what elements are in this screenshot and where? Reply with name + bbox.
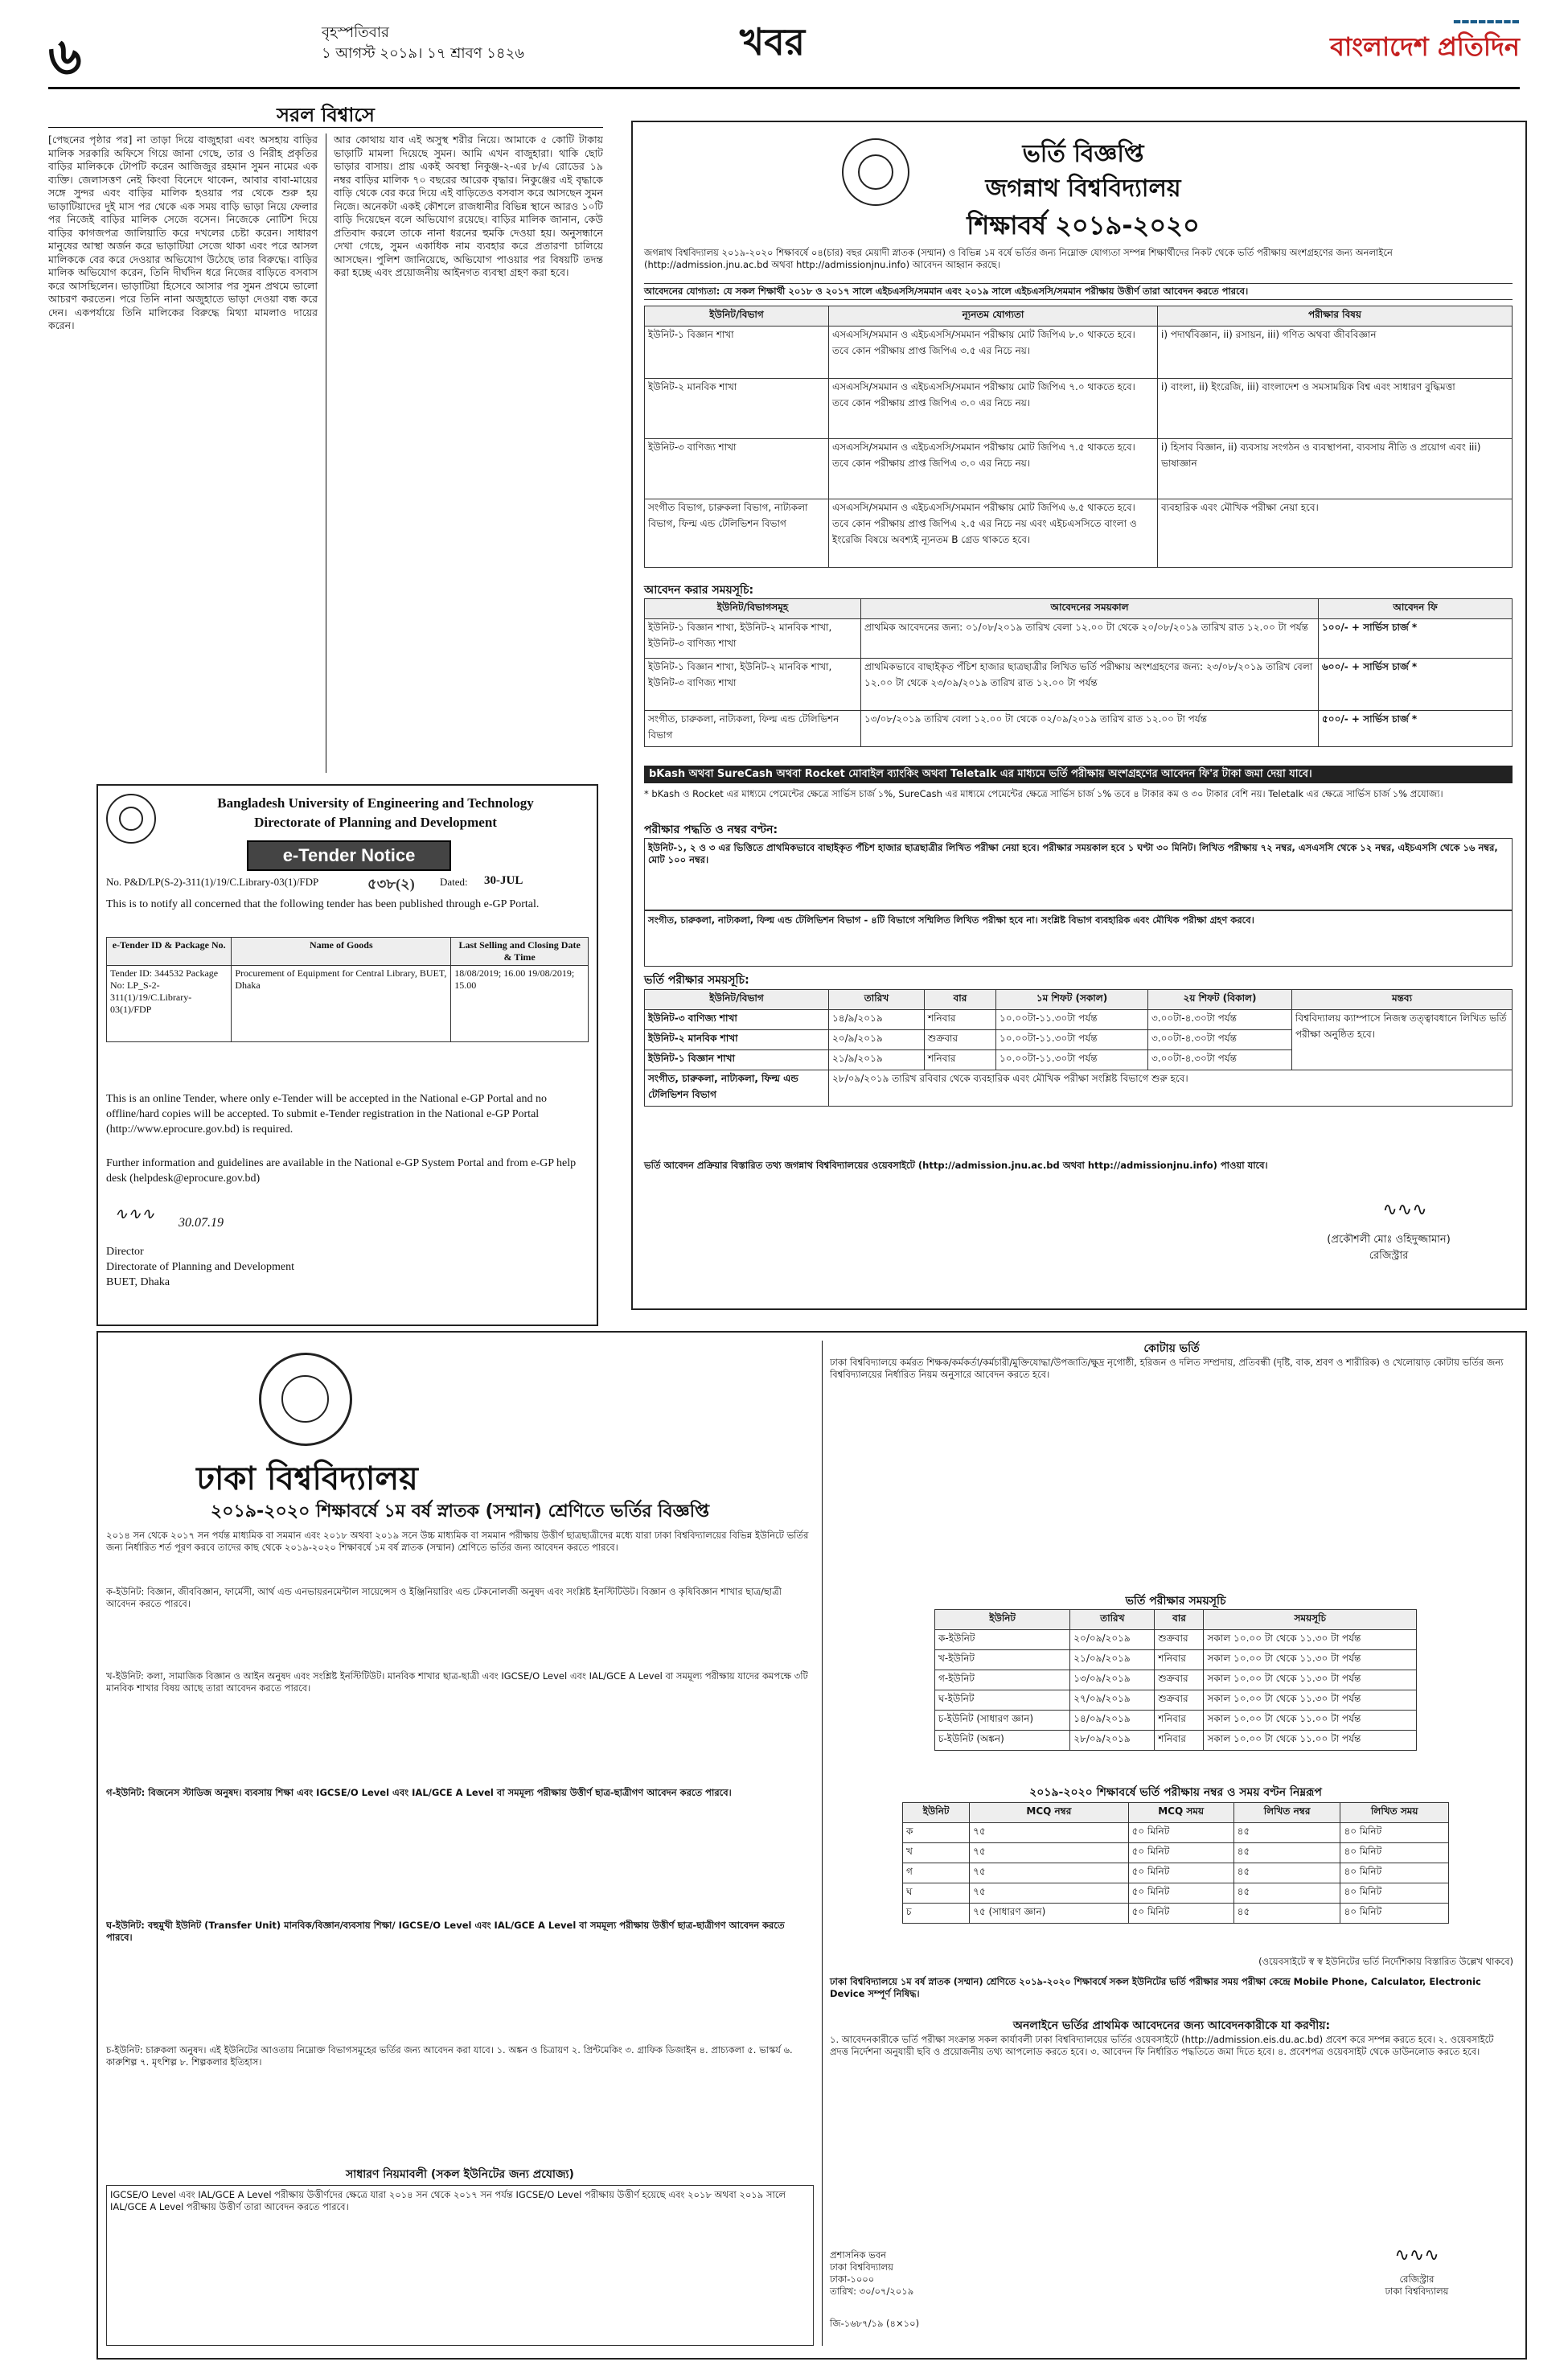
tender-note-guidelines: Further information and guidelines are available in the National e-GP System Portal and from e-GP help desk (helpdesk@eprocure.gov.bd) <box>106 1157 577 1185</box>
table-row <box>645 619 1513 659</box>
table-row <box>645 1070 1513 1107</box>
jnu-schedule-fee: ৫০০/- + সার্ভিস চার্জ * <box>1319 711 1513 747</box>
du-seal-icon <box>259 1353 352 1446</box>
jnu-exam-unit: ইউনিট-১ বিজ্ঞান শাখা <box>645 1050 829 1070</box>
jnu-exam-unit: সংগীত, চারুকলা, নাট্যকলা, ফিল্ম এন্ড টেলিভিশন বিভাগ <box>645 1070 829 1107</box>
du-marks-mcq: ৭৫ (সাধারণ জ্ঞান) <box>970 1904 1129 1924</box>
du-marks-mcq-time: ৫০ মিনিট <box>1128 1823 1233 1843</box>
jnu-exam-shift2: ৩.০০টা-৪.৩০টা পর্যন্ত <box>1148 1030 1292 1050</box>
du-schedule-time: সকাল ১০.০০ টা থেকে ১১.০০ টা পর্যন্ত <box>1204 1711 1417 1731</box>
jnu-subject-cell: i) পদার্থবিজ্ঞান, ii) রসায়ন, iii) গণিত অথবা জীববিজ্ঞান <box>1158 327 1513 379</box>
tender-table <box>106 937 589 1042</box>
jnu-unit-table-header <box>645 306 1513 327</box>
du-sign-block <box>830 2249 1071 2298</box>
jnu-exam-header-date: তারিখ <box>829 990 925 1010</box>
jnu-schedule-period: প্রাথমিকভাবে বাছাইকৃত পঁচিশ হাজার ছাত্রছাত্রীর লিখিত ভর্তি পরীক্ষায় অংশগ্রহণের জন্য: ২৩/০৮/২০১৯ তারিখ বেলা ১২.০০ টা থেকে ২৩/০৯/২০১৯ তারিখ রাত ১২.০০ টা পর্যন্ত <box>861 659 1319 711</box>
story-column-1: [পেছনের পৃষ্ঠার পর] না তাড়া দিয়ে বাজুহারা এবং অসহায় বাড়ির মালিক সরকারি অফিসে গিয়ে জানা গেছে, তার ও নিরীহ প্রকৃতির বাড়ির মালিককে টোপটি করেন আজিজুর রহমান সুমন নামের এক ব্যক্তি। জেলাসত্তণ নেই কিংবা বিনেদে থাকেন, আবার বাবা-মায়ের সঙ্গে সুন্দর এবং বাড়ির মালিক হওয়ার পর থেকে শুরু হয় ভাড়াটিয়াদের দুই মাস পর থেকে এক সময় বাড়ি ভাড়া নিয়ে ফেলার পর নিজেই বাড়ির মালিক সেজে বসেন। নিজেকে নোটিশ দিয়ে বাড়ির কাগজপত্র জালিয়াতি করে দখলের চেষ্টা করেন। সাধারণ মানুষের আস্থা অর্জন করে ভাড়াটিয়া সেজে থাকা এবং পরে আসল মালিককে বের করে দেওয়ার অভিযোগ উঠেছে তার বিরুদ্ধে। বাড়ির মালিক অভিযোগ করেন, তিনি দীর্ঘদিন ধরে নিজের বাড়িতে বসবাস করে আসছিলেন। ভাড়াটিয়া হিসেবে আসার পর সুমন প্রথমে ভালো আচরণ করতেন। পরে তিনি নানা অজুহাতে ভাড়া দেওয়া বন্ধ করে দেন। একপর্যায়ে তিনি মালিকের বিরুদ্ধে মিথ্যা মামলাও দায়ের করেন। <box>48 133 318 331</box>
jnu-subject-header: পরীক্ষার বিষয় <box>1158 306 1513 327</box>
jnu-schedule-header <box>645 599 1513 619</box>
du-marks-written: ৪৫ <box>1233 1823 1340 1843</box>
buet-dept-name: Directorate of Planning and Development <box>254 815 497 830</box>
du-online-steps: ১. আবেদনকারীকে ভর্তি পরীক্ষা সংক্রান্ত সকল কার্যাবলী ঢাকা বিশ্ববিদ্যালয়ের ভর্তির ওয়েবসাইটে (http://admission.eis.du.ac.bd) প্রবেশ করে সম্পন্ন করতে হবে। ২. ওয়েবসাইটে প্রদত্ত নির্দেশনা অনুযায়ী ছবি ও প্রয়োজনীয় তথ্য আপলোড করতে হবে। ৩. আবেদন ফি নির্ধারিত পদ্ধতিতে জমা দিতে হবে। ৪. প্রবেশপত্র ওয়েবসাইট থেকে ডাউনলোড করতে হবে। <box>830 2034 1494 2057</box>
jnu-unit-cell: ইউনিট-২ মানবিক শাখা <box>645 379 829 439</box>
tender-sign-dept: Directorate of Planning and Development <box>106 1261 295 1273</box>
buet-seal-icon <box>106 794 156 844</box>
du-marks-mcq-time: ৫০ মিনিট <box>1128 1883 1233 1904</box>
du-schedule-unit: ক-ইউনিট <box>935 1630 1070 1650</box>
du-marks-unit: ঘ <box>903 1883 970 1904</box>
du-registrar-org: ঢাকা বিশ্ববিদ্যালয় <box>1385 2286 1449 2297</box>
jnu-exam-unit: ইউনিট-২ মানবিক শাখা <box>645 1030 829 1050</box>
jnu-qualification-cell: এসএসসি/সমমান ও এইচএসসি/সমমান পরীক্ষায় মোট জিপিএ ৬.৫ থাকতে হবে। তবে কোন পরীক্ষায় প্রাপ্ত জিপিএ ২.৫ এর নিচে নয় এবং এইচএসসিতে বাংলা ও ইংরেজি বিষয়ে অবশ্যই ন্যূনতম B গ্রেড থাকতে হবে। <box>829 499 1158 568</box>
page-number: ৬ <box>48 27 82 87</box>
table-row <box>935 1690 1417 1711</box>
du-marks-title: ২০১৯-২০২০ শিক্ষাবর্ষে ভর্তি পরীক্ষায় নম্বর ও সময় বণ্টন নিম্নরূপ <box>1029 1786 1322 1799</box>
jnu-notice-label: ভর্তি বিজ্ঞপ্তি <box>1022 140 1144 168</box>
du-column-divider <box>822 1341 823 2346</box>
jnu-exam-header-unit: ইউনিট/বিভাগ <box>645 990 829 1010</box>
du-unit-gha: ঘ-ইউনিট: বহুমুখী ইউনিট (Transfer Unit) মানবিক/বিজ্ঞান/ব্যবসায় শিক্ষা/ IGCSE/O Level এবং IAL/GCE A Level বা সমমূল্য পরীক্ষায় উত্তীর্ণ ছাত্র-ছাত্রীগণ আবেদন করতে পারবে। <box>106 1920 785 1943</box>
jnu-payment-banner: bKash অথবা SureCash অথবা Rocket মোবাইল ব্যাংকিং অথবা Teletalk এর মাধ্যমে ভর্তি পরীক্ষায় অংশগ্রহণের আবেদন ফি'র টাকা জমা দেয়া যাবে। <box>644 766 1513 783</box>
du-schedule-header-unit: ইউনিট <box>935 1610 1070 1630</box>
table-row <box>935 1670 1417 1690</box>
jnu-seal-icon <box>842 138 909 206</box>
jnu-schedule-header-unit: ইউনিট/বিভাগসমূহ <box>645 599 861 619</box>
tender-header-id: e-Tender ID & Package No. <box>107 938 232 966</box>
jnu-unit-cell: সংগীত বিভাগ, চারুকলা বিভাগ, নাট্যকলা বিভাগ, ফিল্ম এন্ড টেলিভিশন বিভাগ <box>645 499 829 568</box>
du-marks-header-mcq-time: MCQ সময় <box>1128 1803 1233 1823</box>
jnu-exam-day: শনিবার <box>925 1050 996 1070</box>
du-marks-note: (ওয়েবসাইটে স্ব স্ব ইউনিটের ভর্তি নির্দেশিকায় বিস্তারিত উল্লেখ থাকবে) <box>1258 1956 1513 1967</box>
jnu-signature: ∿∿∿ <box>1382 1200 1427 1220</box>
du-schedule-unit: ঘ-ইউনিট <box>935 1690 1070 1711</box>
jnu-schedule-unit: সংগীত, চারুকলা, নাট্যকলা, ফিল্ম এন্ড টেলিভিশন বিভাগ <box>645 711 861 747</box>
du-marks-mcq: ৭৫ <box>970 1863 1129 1883</box>
du-schedule-day: শুক্রবার <box>1155 1630 1204 1650</box>
du-schedule-unit: চ-ইউনিট (সাধারণ জ্ঞান) <box>935 1711 1070 1731</box>
du-schedule-day: শনিবার <box>1155 1711 1204 1731</box>
du-marks-mcq: ৭৫ <box>970 1843 1129 1863</box>
jnu-schedule-unit: ইউনিট-১ বিজ্ঞান শাখা, ইউনিট-২ মানবিক শাখা, ইউনিট-৩ বাণিজ্য শাখা <box>645 659 861 711</box>
du-schedule-date: ২৭/০৯/২০১৯ <box>1070 1690 1155 1711</box>
jnu-unit-table <box>644 306 1513 568</box>
table-row <box>903 1823 1449 1843</box>
tender-reference: No. P&D/LP(S-2)-311(1)/19/C.Library-03(1)/FDP <box>106 876 319 888</box>
jnu-schedule-header-fee: আবেদন ফি <box>1319 599 1513 619</box>
tender-sign-org: BUET, Dhaka <box>106 1276 170 1288</box>
du-schedule-day: শুক্রবার <box>1155 1690 1204 1711</box>
du-schedule-day: শুক্রবার <box>1155 1670 1204 1690</box>
jnu-schedule-title: আবেদন করার সময়সূচি: <box>644 584 754 597</box>
jnu-unit-cell: ইউনিট-১ বিজ্ঞান শাখা <box>645 327 829 379</box>
du-marks-written-time: ৪০ মিনিট <box>1340 1883 1449 1904</box>
jnu-qualification-cell: এসএসসি/সমমান ও এইচএসসি/সমমান পরীক্ষায় মোট জিপিএ ৭.৫ থাকতে হবে। তবে কোন পরীক্ষায় প্রাপ্ত জিপিএ ৩.০ এর নিচে নয়। <box>829 439 1158 499</box>
jnu-exam-date: ২০/৯/২০১৯ <box>829 1030 925 1050</box>
jnu-schedule-period: প্রাথমিক আবেদনের জন্য: ০১/০৮/২০১৯ তারিখ বেলা ১২.০০ টা থেকে ২০/০৮/২০১৯ তারিখ রাত ১২.০০ টা পর্যন্ত <box>861 619 1319 659</box>
logo-top-line: ▬▬▬▬▬▬▬▬ <box>1452 16 1520 27</box>
du-sign-label: প্রশাসনিক ভবন <box>830 2249 887 2261</box>
du-schedule-time: সকাল ১০.০০ টা থেকে ১১.৩০ টা পর্যন্ত <box>1204 1630 1417 1650</box>
jnu-university-name: জগন্নাথ বিশ্ববিদ্যালয় <box>985 175 1181 203</box>
tender-signature: ∿∿∿ <box>114 1205 155 1223</box>
dateline-date: ১ আগস্ট ২০১৯। ১৭ শ্রাবণ ১৪২৬ <box>322 45 524 62</box>
du-schedule-date: ১৪/০৯/২০১৯ <box>1070 1711 1155 1731</box>
jnu-exam-header-shift1: ১ম শিফট (সকাল) <box>996 990 1148 1010</box>
jnu-exam-date: ১৪/৯/২০১৯ <box>829 1010 925 1030</box>
du-schedule-day: শনিবার <box>1155 1731 1204 1751</box>
jnu-method-text-arts: সংগীত, চারুকলা, নাট্যকলা, ফিল্ম এন্ড টেলিভিশন বিভাগ - ৪টি বিভাগে সম্মিলিত লিখিত পরীক্ষা হবে না। সংশ্লিষ্ট বিভাগ ব্যবহারিক এবং মৌখিক পরীক্ষা গ্রহণ করবে। <box>644 910 1513 967</box>
tender-id-cell: Tender ID: 344532 Package No: LP_S-2-311(1)/19/C.Library-03(1)/FDP <box>107 966 232 1042</box>
jnu-schedule-header-period: আবেদনের সময়কাল <box>861 599 1319 619</box>
du-schedule-header <box>935 1610 1417 1630</box>
du-intro: ২০১৪ সন থেকে ২০১৭ সন পর্যন্ত মাধ্যমিক বা সমমান এবং ২০১৮ অথবা ২০১৯ সনে উচ্চ মাধ্যমিক বা সমমান পরীক্ষায় উত্তীর্ণ ছাত্রছাত্রীদের মধ্যে যারা ঢাকা বিশ্ববিদ্যালয়ের বিভিন্ন ইউনিটে ভর্তির জন্য নির্ধারিত শর্ত পূরণ করবে তাদের কাছ থেকে ২০১৯-২০২০ শিক্ষাবর্ষে ১ম বর্ষ স্নাতক (সম্মান) শ্রেণিতে ভর্তির জন্য আবেদন করতে পারবে। <box>106 1530 809 1553</box>
jnu-exam-day: শুক্রবার <box>925 1030 996 1050</box>
jnu-exam-shift2: ৩.০০টা-৪.৩০টা পর্যন্ত <box>1148 1050 1292 1070</box>
logo-text: বাংলাদেশ প্রতিদিন <box>1330 31 1520 62</box>
du-marks-mcq: ৭৫ <box>970 1823 1129 1843</box>
jnu-exam-shift1: ১০.০০টা-১১.৩০টা পর্যন্ত <box>996 1050 1148 1070</box>
du-marks-header-written-time: লিখিত সময় <box>1340 1803 1449 1823</box>
tender-header-goods: Name of Goods <box>232 938 451 966</box>
jnu-exam-header-shift2: ২য় শিফট (বিকাল) <box>1148 990 1292 1010</box>
du-marks-mcq-time: ৫০ মিনিট <box>1128 1863 1233 1883</box>
jnu-exam-arts-note: ২৮/০৯/২০১৯ তারিখ রবিবার থেকে ব্যবহারিক এবং মৌখিক পরীক্ষা সংশ্লিষ্ট বিভাগে শুরু হবে। <box>829 1070 1513 1107</box>
tender-sign-title: Director <box>106 1246 144 1258</box>
jnu-application-schedule-table <box>644 598 1513 747</box>
table-row <box>645 379 1513 439</box>
du-marks-header <box>903 1803 1449 1823</box>
du-unit-cha: চ-ইউনিট: চারুকলা অনুষদ। এই ইউনিটের আওতায় নিম্নোক্ত বিভাগসমূহের ভর্তির জন্য আবেদন করা যাবে। ১. অঙ্কন ও চিত্রায়ণ ২. প্রিন্টমেকিং ৩. গ্রাফিক ডিজাইন ৪. প্রাচ্যকলা ৫. ভাস্কর্য ৬. কারুশিল্প ৭. মৃৎশিল্প ৮. শিল্পকলার ইতিহাস। <box>106 2044 793 2068</box>
jnu-exam-title: ভর্তি পরীক্ষার সময়সূচি: <box>644 974 749 987</box>
du-marks-written: ৪৫ <box>1233 1883 1340 1904</box>
buet-org-name: Bangladesh University of Engineering and Technology <box>217 795 534 811</box>
du-marks-mcq-time: ৫০ মিনিট <box>1128 1904 1233 1924</box>
du-marks-table <box>902 1802 1449 1924</box>
du-schedule-date: ২০/০৯/২০১৯ <box>1070 1630 1155 1650</box>
table-row <box>107 966 589 1042</box>
du-marks-header-mcq: MCQ নম্বর <box>970 1803 1129 1823</box>
du-unit-ga: গ-ইউনিট: বিজনেস স্টাডিজ অনুষদ। ব্যবসায় শিক্ষা এবং IGCSE/O Level এবং IAL/GCE A Level বা সমমূল্য পরীক্ষায় উত্তীর্ণ ছাত্র-ছাত্রীগণ আবেদন করতে পারবে। <box>106 1787 732 1798</box>
jnu-schedule-fee: ৬০০/- + সার্ভিস চার্জ * <box>1319 659 1513 711</box>
du-schedule-title: ভর্তি পরীক্ষার সময়সূচি <box>1125 1595 1226 1608</box>
jnu-footer-note: ভর্তি আবেদন প্রক্রিয়ার বিস্তারিত তথ্য জগন্নাথ বিশ্ববিদ্যালয়ের ওয়েবসাইটে (http://admission.jnu.ac.bd অথবা http://admissionjnu.info) পাওয়া যাবে। <box>644 1160 1268 1171</box>
jnu-exam-date: ২১/৯/২০১৯ <box>829 1050 925 1070</box>
story-rule <box>48 127 603 128</box>
du-marks-written: ৪৫ <box>1233 1863 1340 1883</box>
table-row <box>903 1883 1449 1904</box>
table-row <box>645 1010 1513 1030</box>
du-marks-written-time: ৪০ মিনিট <box>1340 1823 1449 1843</box>
du-signature: ∿∿∿ <box>1394 2245 1439 2265</box>
du-notice-subtitle: ২০১৯-২০২০ শিক্ষাবর্ষে ১ম বর্ষ স্নাতক (সম্মান) শ্রেণিতে ভর্তির বিজ্ঞপ্তি <box>210 1501 710 1522</box>
table-row <box>935 1650 1417 1670</box>
table-row <box>935 1731 1417 1751</box>
jnu-session: শিক্ষাবর্ষ ২০১৯-২০২০ <box>967 210 1200 240</box>
jnu-sign-title: রেজিস্ট্রার <box>1369 1250 1409 1262</box>
tender-note-online: This is an online Tender, where only e-Tender will be accepted in the National e-GP Portal and no offline/hard copies will be accepted. To submit e-Tender registration in the National e-GP Portal (http://www.eprocure.gov.bd) is required. <box>106 1093 547 1136</box>
du-schedule-time: সকাল ১০.০০ টা থেকে ১১.৩০ টা পর্যন্ত <box>1204 1670 1417 1690</box>
du-schedule-time: সকাল ১০.০০ টা থেকে ১১.৩০ টা পর্যন্ত <box>1204 1650 1417 1670</box>
du-marks-mcq-time: ৫০ মিনিট <box>1128 1843 1233 1863</box>
du-unit-kha: খ-ইউনিট: কলা, সামাজিক বিজ্ঞান ও আইন অনুষদ এবং সংশ্লিষ্ট ইনস্টিটিউট। মানবিক শাখার ছাত্র-ছাত্রী এবং IGCSE/O Level এবং IAL/GCE A Level বা সমমূল্য পরীক্ষায় যাদের কমপক্ষে ৩টি মানবিক শাখার বিষয় আছে তারা আবেদন করতে পারবে। <box>106 1670 808 1694</box>
jnu-sign-name: (প্রকৌশলী মোঃ ওহিদুজ্জামান) <box>1327 1234 1451 1246</box>
du-marks-written-time: ৪০ মিনিট <box>1340 1843 1449 1863</box>
table-row <box>645 659 1513 711</box>
newspaper-logo <box>1311 16 1520 68</box>
du-schedule-header-day: বার <box>1155 1610 1204 1630</box>
du-exam-schedule-table <box>934 1609 1417 1751</box>
jnu-qualification-header: ন্যূনতম যোগ্যতা <box>829 306 1158 327</box>
jnu-subject-cell: i) হিসাব বিজ্ঞান, ii) ব্যবসায় সংগঠন ও ব্যবস্থাপনা, ব্যবসায় নীতি ও প্রয়োগ এবং iii) ভাষাজ্ঞান <box>1158 439 1513 499</box>
tender-dated-label: Dated: <box>440 876 468 888</box>
du-ad-reference: জি-১৬৮৭/১৯ (৪×১০) <box>830 2318 920 2329</box>
du-quota-title: কোটায় ভর্তি <box>1143 1342 1200 1355</box>
du-schedule-unit: গ-ইউনিট <box>935 1670 1070 1690</box>
tender-ref-number: ৫৩৮(২) <box>367 876 415 892</box>
du-schedule-date: ২১/০৯/২০১৯ <box>1070 1650 1155 1670</box>
du-marks-unit: খ <box>903 1843 970 1863</box>
tender-header-date: Last Selling and Closing Date & Time <box>451 938 589 966</box>
tender-intro: This is to notify all concerned that the following tender has been published through e-GP Portal. <box>106 898 540 910</box>
du-marks-written: ৪৫ <box>1233 1843 1340 1863</box>
jnu-exam-header <box>645 990 1513 1010</box>
du-schedule-day: শনিবার <box>1155 1650 1204 1670</box>
jnu-exam-shift1: ১০.০০টা-১১.৩০টা পর্যন্ত <box>996 1010 1148 1030</box>
story-column-2: আর কোথায় যাব এই অসুস্থ শরীর নিয়ে। আমাকে ৫ কোটি টাকায় ভাড়াটি মামলা দিয়েছে সুমন। আমি এখন বাজুহারা। থাকি ছোট ভাড়ার বাসায়। প্রায় একই অবস্থা নিকুঞ্জ-২-এর ৮/এ রোডের ১৯ নম্বর বাড়ির মালিক ৭০ বছরের আরেক বৃদ্ধার। নিকুঞ্জের এই বৃদ্ধাকে বাড়ি থেকে বের করে দিয়ে এই বাড়িতেও বসবাস করে আসছেন সুমন নিজে। অনেকটা একই কৌশলে রাজধানীর বিভিন্ন স্থানে আরও ১০টি বাড়ি দিয়েছেন বলে অভিযোগ রয়েছে। বাড়ির মালিক জানান, কেউ প্রতিবাদ করলে তাকে নানা ধরনের হুমকি দেওয়া হয়। অনুসন্ধানে দেখা গেছে, সুমন একাধিক নাম ব্যবহার করে প্রতারণা চালিয়ে আসছেন। পুলিশ জানিয়েছে, অভিযোগ পাওয়ার পর বিষয়টি তদন্ত করা হচ্ছে এবং প্রয়োজনীয় আইনগত ব্যবস্থা গ্রহণ করা হবে। <box>334 133 603 278</box>
table-row <box>645 439 1513 499</box>
du-schedule-unit: চ-ইউনিট (অঙ্কন) <box>935 1731 1070 1751</box>
du-university-name: ঢাকা বিশ্ববিদ্যালয় <box>196 1460 418 1497</box>
dateline-day: বৃহস্পতিবার <box>322 24 389 41</box>
du-marks-unit: চ <box>903 1904 970 1924</box>
jnu-exam-unit: ইউনিট-৩ বাণিজ্য শাখা <box>645 1010 829 1030</box>
du-marks-written: ৪৫ <box>1233 1904 1340 1924</box>
du-marks-mcq: ৭৫ <box>970 1883 1129 1904</box>
jnu-unit-header: ইউনিট/বিভাগ <box>645 306 829 327</box>
table-row <box>645 327 1513 379</box>
jnu-exam-day: শনিবার <box>925 1010 996 1030</box>
table-row <box>645 499 1513 568</box>
du-general-text: IGCSE/O Level এবং IAL/GCE A Level পরীক্ষায় উত্তীর্ণদের ক্ষেত্রে যারা ২০১৪ সন থেকে ২০১৭ সন পর্যন্ত IGCSE/O Level পরীক্ষায় উত্তীর্ণ হয়েছে এবং ২০১৮ অথবা ২০১৯ সালে IAL/GCE A Level পরীক্ষায় উত্তীর্ণ তারা আবেদন করতে পারবে। <box>106 2185 814 2346</box>
table-row <box>903 1863 1449 1883</box>
table-row <box>903 1843 1449 1863</box>
tender-date: 30-JUL <box>484 874 523 887</box>
du-admission-notice <box>96 1331 1527 2360</box>
du-quota-text: ঢাকা বিশ্ববিদ্যালয়ে কর্মরত শিক্ষক/কর্মকর্তা/কর্মচারী/মুক্তিযোদ্ধা/উপজাতি/ক্ষুদ্র নৃগোষ্ঠী, হরিজন ও দলিত সম্প্রদায়, প্রতিবন্ধী (দৃষ্টি, বাক, শ্রবণ ও শারীরিক) ও খেলোয়াড় কোটায় ভর্তির জন্য বিশ্ববিদ্যালয়ের নির্ধারিত নিয়ম অনুসারে আবেদন করতে হবে। <box>830 1357 1504 1380</box>
du-sign-date: তারিখ: ৩০/০৭/২০১৯ <box>830 2286 914 2297</box>
du-schedule-date: ২৮/০৯/২০১৯ <box>1070 1731 1155 1751</box>
table-row <box>935 1630 1417 1650</box>
tender-sign-date: 30.07.19 <box>179 1216 224 1230</box>
tender-table-header <box>107 938 589 966</box>
e-tender-title: e-Tender Notice <box>247 840 451 871</box>
du-general-title: সাধারণ নিয়মাবলী (সকল ইউনিটের জন্য প্রযোজ্য) <box>346 2168 574 2181</box>
jnu-service-charge-note: * bKash ও Rocket এর মাধ্যমে পেমেন্টের ক্ষেত্রে সার্ভিস চার্জ ১%, SureCash এর মাধ্যমে পেমেন্টের ক্ষেত্রে সার্ভিস চার্জ ১% তবে ৪ টাকার কম ও ৩০ টাকার বেশি নয়। Teletalk এর ক্ষেত্রে সার্ভিস চার্জ ১% প্রযোজ্য। <box>644 788 1443 799</box>
jnu-subject-cell: ব্যবহারিক এবং মৌখিক পরীক্ষা নেয়া হবে। <box>1158 499 1513 568</box>
jnu-exam-remark: বিশ্ববিদ্যালয় ক্যাম্পাসে নিজস্ব তত্ত্বাবধানে লিখিত ভর্তি পরীক্ষা অনুষ্ঠিত হবে। <box>1292 1010 1513 1070</box>
jnu-schedule-unit: ইউনিট-১ বিজ্ঞান শাখা, ইউনিট-২ মানবিক শাখা, ইউনিট-৩ বাণিজ্য শাখা <box>645 619 861 659</box>
du-schedule-unit: খ-ইউনিট <box>935 1650 1070 1670</box>
jnu-qualification-cell: এসএসসি/সমমান ও এইচএসসি/সমমান পরীক্ষায় মোট জিপিএ ৭.০ থাকতে হবে। তবে কোন পরীক্ষায় প্রাপ্ত জিপিএ ৩.০ এর নিচে নয়। <box>829 379 1158 439</box>
du-marks-header-written: লিখিত নম্বর <box>1233 1803 1340 1823</box>
jnu-method-title: পরীক্ষার পদ্ধতি ও নম্বর বণ্টন: <box>644 824 778 836</box>
jnu-admission-notice <box>631 121 1527 1310</box>
du-marks-written-time: ৪০ মিনিট <box>1340 1863 1449 1883</box>
jnu-schedule-fee: ১০০/- + সার্ভিস চার্জ * <box>1319 619 1513 659</box>
du-schedule-header-time: সময়সূচি <box>1204 1610 1417 1630</box>
du-device-note: ঢাকা বিশ্ববিদ্যালয়ে ১ম বর্ষ স্নাতক (সম্মান) শ্রেণিতে ২০১৯-২০২০ শিক্ষাবর্ষে সকল ইউনিটের ভর্তি পরীক্ষার সময় পরীক্ষা কেন্দ্রে Mobile Phone, Calculator, Electronic Device সম্পূর্ণ নিষিদ্ধ। <box>830 1976 1481 1999</box>
tender-signatory <box>106 1244 428 1290</box>
jnu-exam-shift1: ১০.০০টা-১১.৩০টা পর্যন্ত <box>996 1030 1148 1050</box>
table-row <box>645 711 1513 747</box>
table-row <box>903 1904 1449 1924</box>
tender-goods-cell: Procurement of Equipment for Central Library, BUET, Dhaka <box>232 966 451 1042</box>
jnu-exam-schedule-table <box>644 989 1513 1107</box>
du-schedule-date: ১৩/০৯/২০১৯ <box>1070 1670 1155 1690</box>
du-schedule-time: সকাল ১০.০০ টা থেকে ১১.৩০ টা পর্যন্ত <box>1204 1690 1417 1711</box>
jnu-eligibility: আবেদনের যোগ্যতা: যে সকল শিক্ষার্থী ২০১৮ ও ২০১৭ সালে এইচএসসি/সমমান এবং ২০১৯ সালে এইচএসসি/সমমান পরীক্ষায় উত্তীর্ণ তারা আবেদন করতে পারবে। <box>644 283 1513 300</box>
du-online-title: অনলাইনে ভর্তির প্রাথমিক আবেদনের জন্য আবেদনকারীকে যা করণীয়: <box>1012 2019 1331 2032</box>
jnu-exam-shift2: ৩.০০টা-৪.৩০টা পর্যন্ত <box>1148 1010 1292 1030</box>
jnu-subject-cell: i) বাংলা, ii) ইংরেজি, iii) বাংলাদেশ ও সমসাময়িক বিশ্ব এবং সাধারণ বুদ্ধিমত্তা <box>1158 379 1513 439</box>
du-marks-written-time: ৪০ মিনিট <box>1340 1904 1449 1924</box>
jnu-unit-cell: ইউনিট-৩ বাণিজ্য শাখা <box>645 439 829 499</box>
story-headline: সরল বিশ্বাসে <box>277 104 375 126</box>
du-marks-unit: গ <box>903 1863 970 1883</box>
jnu-exam-header-remark: মন্তব্য <box>1292 990 1513 1010</box>
jnu-exam-header-day: বার <box>925 990 996 1010</box>
buet-tender-notice <box>96 784 598 1326</box>
du-sign-city: ঢাকা-১০০০ <box>830 2273 875 2285</box>
dateline <box>322 23 524 64</box>
du-registrar-title: রেজিস্ট্রার <box>1399 2273 1435 2285</box>
jnu-schedule-period: ১৩/০৮/২০১৯ তারিখ বেলা ১২.০০ টা থেকে ০২/০৯/২০১৯ তারিখ রাত ১২.০০ টা পর্যন্ত <box>861 711 1319 747</box>
jnu-qualification-cell: এসএসসি/সমমান ও এইচএসসি/সমমান পরীক্ষায় মোট জিপিএ ৮.০ থাকতে হবে। তবে কোন পরীক্ষায় প্রাপ্ত জিপিএ ৩.৫ এর নিচে নয়। <box>829 327 1158 379</box>
du-marks-unit: ক <box>903 1823 970 1843</box>
du-schedule-header-date: তারিখ <box>1070 1610 1155 1630</box>
section-title: খবর <box>740 20 806 64</box>
du-unit-ka: ক-ইউনিট: বিজ্ঞান, জীববিজ্ঞান, ফার্মেসী, আর্থ এন্ড এনভায়রনমেন্টাল সায়েন্সেস ও ইঞ্জিনিয়ারিং এন্ড টেকনোলজী অনুষদ এবং সংশ্লিষ্ট ইনস্টিটিউট। বিজ্ঞান ও কৃষিবিজ্ঞান শাখার ছাত্র/ছাত্রী আবেদন করতে পারবে। <box>106 1586 782 1609</box>
du-marks-header-unit: ইউনিট <box>903 1803 970 1823</box>
jnu-intro: জগন্নাথ বিশ্ববিদ্যালয় ২০১৯-২০২০ শিক্ষাবর্ষে ০৪(চার) বছর মেয়াদী স্নাতক (সম্মান) ও বিভিন্ন ১ম বর্ষে ভর্তির জন্য নিম্নোক্ত যোগ্যতা সম্পন্ন শিক্ষার্থীদের নিকট থেকে ভর্তি পরীক্ষায় অংশগ্রহণের জন্য অনলাইনে (http://admission.jnu.ac.bd অথবা http://admissionjnu.info) আবেদন আহ্বান করছে। <box>644 247 1393 270</box>
jnu-method-text: ইউনিট-১, ২ ও ৩ এর ভিত্তিতে প্রাথমিকভাবে বাছাইকৃত পঁচিশ হাজার ছাত্রছাত্রীর লিখিত পরীক্ষা নেয়া হবে। পরীক্ষার সময়কাল হবে ১ ঘণ্টা ৩০ মিনিট। লিখিত পরীক্ষায় ৭২ নম্বর, এসএসসি থেকে ১২ নম্বর, এইচএসসি থেকে ১৬ নম্বর, মোট ১০০ নম্বর। <box>644 838 1513 910</box>
tender-date-cell: 18/08/2019; 16.00 19/08/2019; 15.00 <box>451 966 589 1042</box>
du-schedule-time: সকাল ১০.০০ টা থেকে ১১.০০ টা পর্যন্ত <box>1204 1731 1417 1751</box>
du-registrar-block <box>1336 2273 1497 2298</box>
table-row <box>935 1711 1417 1731</box>
du-sign-place: ঢাকা বিশ্ববিদ্যালয় <box>830 2261 893 2273</box>
